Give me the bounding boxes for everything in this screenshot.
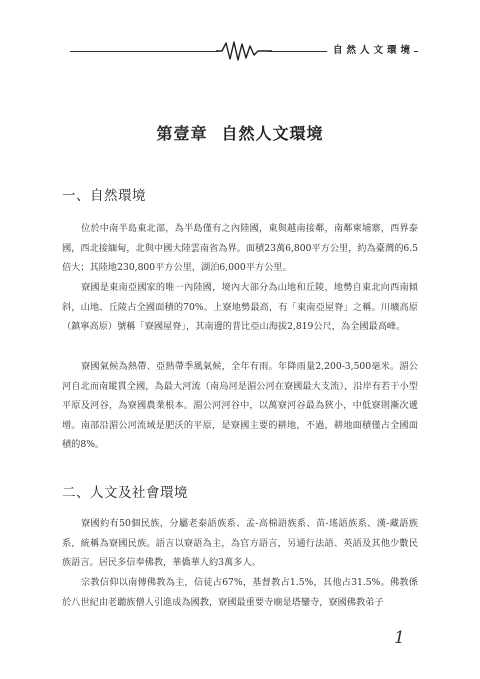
paragraph: 寮國約有50個民族，分屬老泰語族系、孟-高棉語族系、苗-瑤語族系、漢-藏語族系，統稱為寮國民族。語言以寮語為主，為官方語言，另通行法語、英語及其他少數民族語言。居民多信奉佛教，華僑華人約3萬多人。 xyxy=(62,518,418,569)
chapter-number: 第壹章 xyxy=(156,124,208,143)
paragraph: 寮國氣候為熱帶、亞熱帶季風氣候，全年有雨。年降雨量2,200-3,500毫米。湄公河自北而南縱貫全國，為最大河流（南烏河是湄公河在寮國最大支流），沿岸有若干小型平原及河谷，為寮國農業根本。湄公河河谷中，以萬寮河谷最為狹小，中低寮則漸次遞增。南部沿湄公河流域是肥沃的平原，是寮國主要的耕地，不過，耕地面積僅占全國面積的8%。 xyxy=(62,361,418,451)
section-heading-natural: 一、自然環境 xyxy=(62,188,146,204)
paragraph: 位於中南半島東北部，為半島僅有之內陸國，東與越南接鄰，南鄰柬埔寨，西界泰國，西北接緬甸，北與中國大陸雲南省為界。面積23萬6,800平方公里，約為臺灣的6.5倍大；其陸地230,800平方公里，湖泊6,000平方公里。 xyxy=(62,223,418,274)
section-heading-humanities: 二、人文及社會環境 xyxy=(62,485,188,501)
heartbeat-line-icon xyxy=(216,40,272,62)
page-number: 1 xyxy=(394,628,405,648)
chapter-name: 自然人文環境 xyxy=(221,124,324,143)
paragraph: 宗教信仰以南傳佛教為主，信徒占67%，基督教占1.5%，其他占31.5%。佛教係於八世紀由老聽族僧人引進成為國教，寮國最重要寺廟是塔鑾寺，寮國佛教弟子 xyxy=(62,577,418,608)
running-header xyxy=(70,40,418,62)
chapter-title xyxy=(0,121,480,144)
header-rule-left xyxy=(70,51,218,52)
paragraph: 寮國是東南亞國家的唯一內陸國，境內大部分為山地和丘陵，地勢自東北向西南傾斜，山地、丘陵占全國面積的70%。上寮地勢最高，有「東南亞屋脊」之稱。川壙高原（鎮寧高原）號稱「寮國屋脊」，其南邊的普比亞山海拔2,819公尺，為全國最高峰。 xyxy=(62,282,418,333)
running-title: 自然人文環境 xyxy=(327,42,414,56)
